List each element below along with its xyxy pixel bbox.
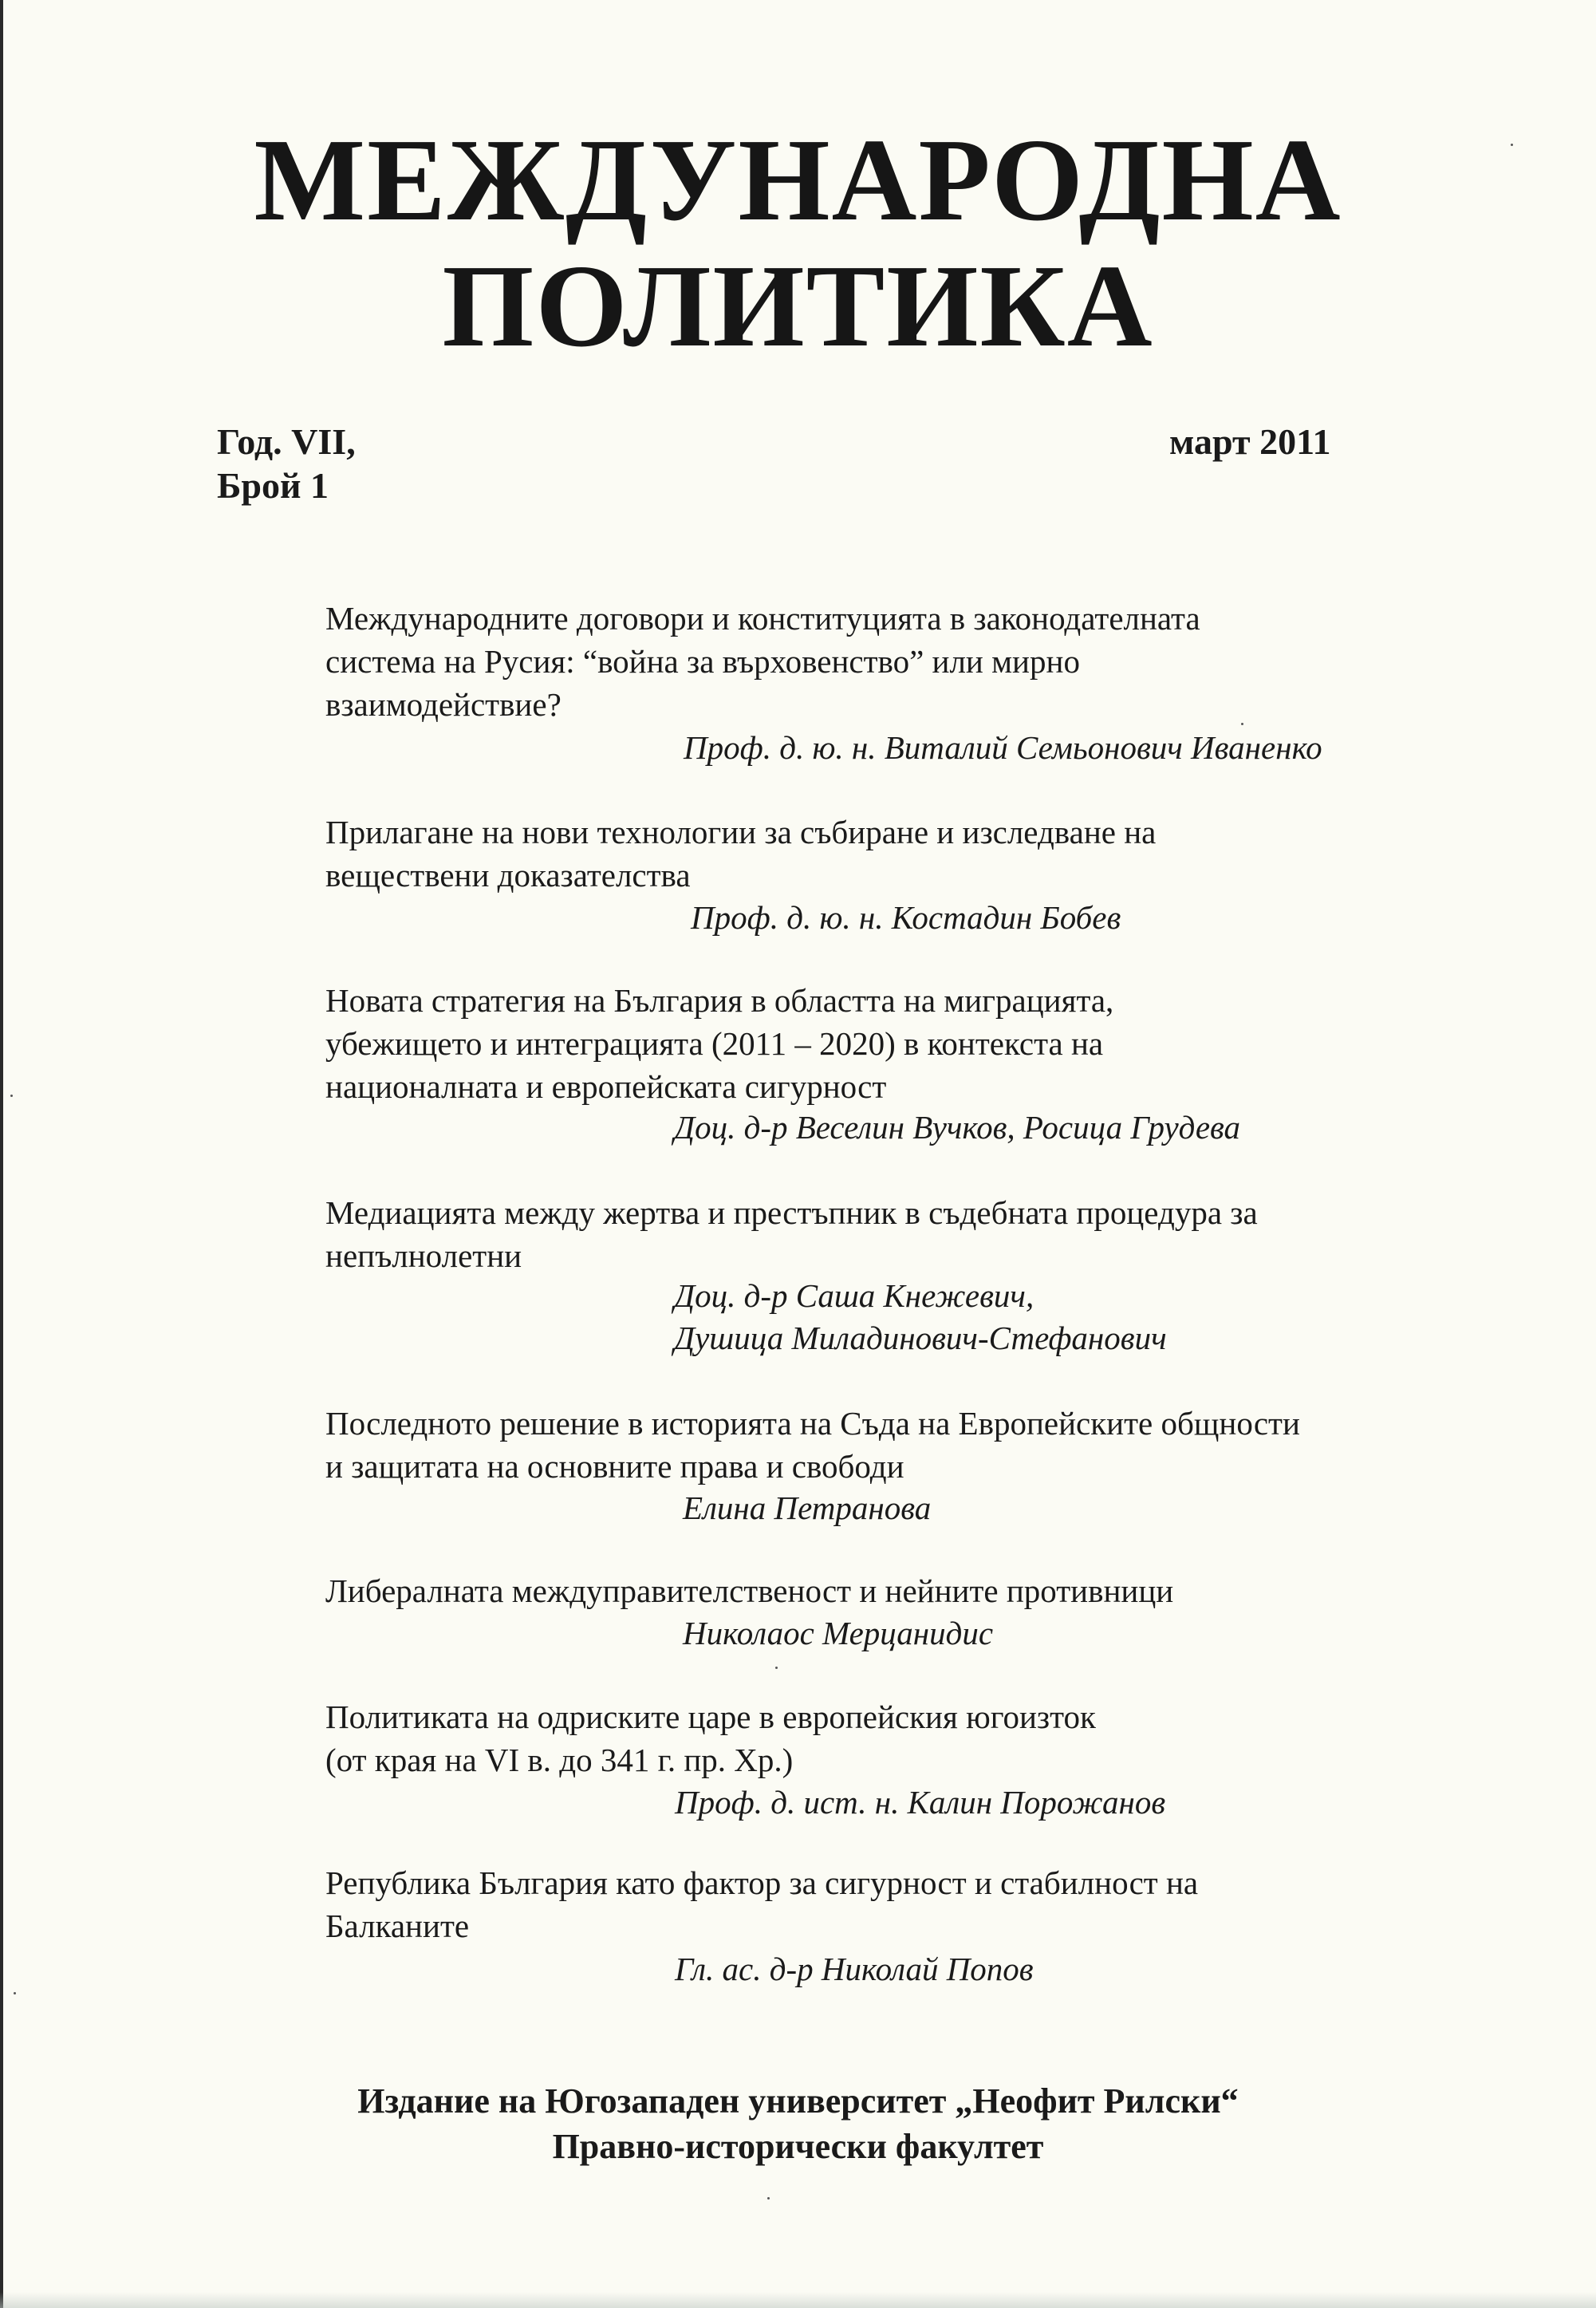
article-title-line: Република България като фактор за сигурност и стабилност на xyxy=(325,1864,1199,1901)
article-author: Доц. д-р Веселин Вучков, Росица Грудева xyxy=(674,1109,1241,1146)
issue-number: Брой 1 xyxy=(217,465,329,506)
article-title-line: веществени доказателства xyxy=(325,857,691,894)
article-title-line: националната и европейската сигурност xyxy=(325,1068,887,1105)
article-title-line: и защитата на основните права и свободи xyxy=(325,1448,904,1485)
article-author: Гл. ас. д-р Николай Попов xyxy=(675,1951,1034,1987)
page-bottom-shade xyxy=(0,2292,1596,2308)
article-title-line: Последното решение в историята на Съда на Европейските общности xyxy=(325,1405,1300,1442)
scan-speck xyxy=(14,1992,16,1994)
issue-date: март 2011 xyxy=(1169,421,1331,462)
article-title-line: взаимодействие? xyxy=(325,686,562,723)
issue-year: Год. VII, xyxy=(217,421,356,462)
publisher-line-2: Правно-исторически факултет xyxy=(552,2127,1044,2166)
scan-speck xyxy=(10,1095,13,1097)
scan-speck xyxy=(767,2197,770,2200)
article-title-line: Новата стратегия на България в областта на миграцията, xyxy=(325,982,1114,1019)
article-title-line: непълнолетни xyxy=(325,1237,522,1274)
publisher-line-1: Издание на Югозападен университет „Неофит Рилски“ xyxy=(357,2081,1239,2121)
article-title-line: система на Русия: “война за върховенство” или мирно xyxy=(325,643,1080,680)
article-title-line: Международните договори и конституцията в законодателната xyxy=(325,600,1200,637)
article-author: Проф. д. ист. н. Калин Порожанов xyxy=(675,1784,1166,1821)
article-title-line: Медиацията между жертва и престъпник в съдебната процедура за xyxy=(325,1194,1258,1231)
article-title-line: Политиката на одриските царе в европейския югоизток xyxy=(325,1698,1096,1735)
article-author: Доц. д-р Саша Кнежевич, xyxy=(674,1277,1034,1314)
article-title-line: Либералната междуправителственост и нейните противници xyxy=(325,1572,1174,1609)
article-title-line: (от края на VI в. до 341 г. пр. Хр.) xyxy=(325,1742,794,1778)
article-author: Душица Миладинович-Стефанович xyxy=(674,1320,1167,1356)
article-author: Елина Петранова xyxy=(683,1489,932,1526)
journal-title-line-1: МЕЖДУНАРОДНА xyxy=(254,115,1342,246)
article-title-line: убежището и интеграцията (2011 – 2020) в контекста на xyxy=(325,1025,1104,1062)
article-author: Проф. д. ю. н. Костадин Бобев xyxy=(691,899,1121,936)
article-author: Проф. д. ю. н. Виталий Семьонович Иваненко xyxy=(684,729,1322,766)
article-title-line: Прилагане на нови технологии за събиране и изследване на xyxy=(325,814,1157,850)
scan-speck xyxy=(1511,144,1513,146)
journal-title-line-2: ПОЛИТИКА xyxy=(442,241,1154,372)
scan-speck xyxy=(1241,723,1243,725)
article-title-line: Балканите xyxy=(325,1908,470,1944)
article-author: Николаос Мерцанидис xyxy=(683,1615,994,1651)
scan-speck xyxy=(775,1667,778,1669)
